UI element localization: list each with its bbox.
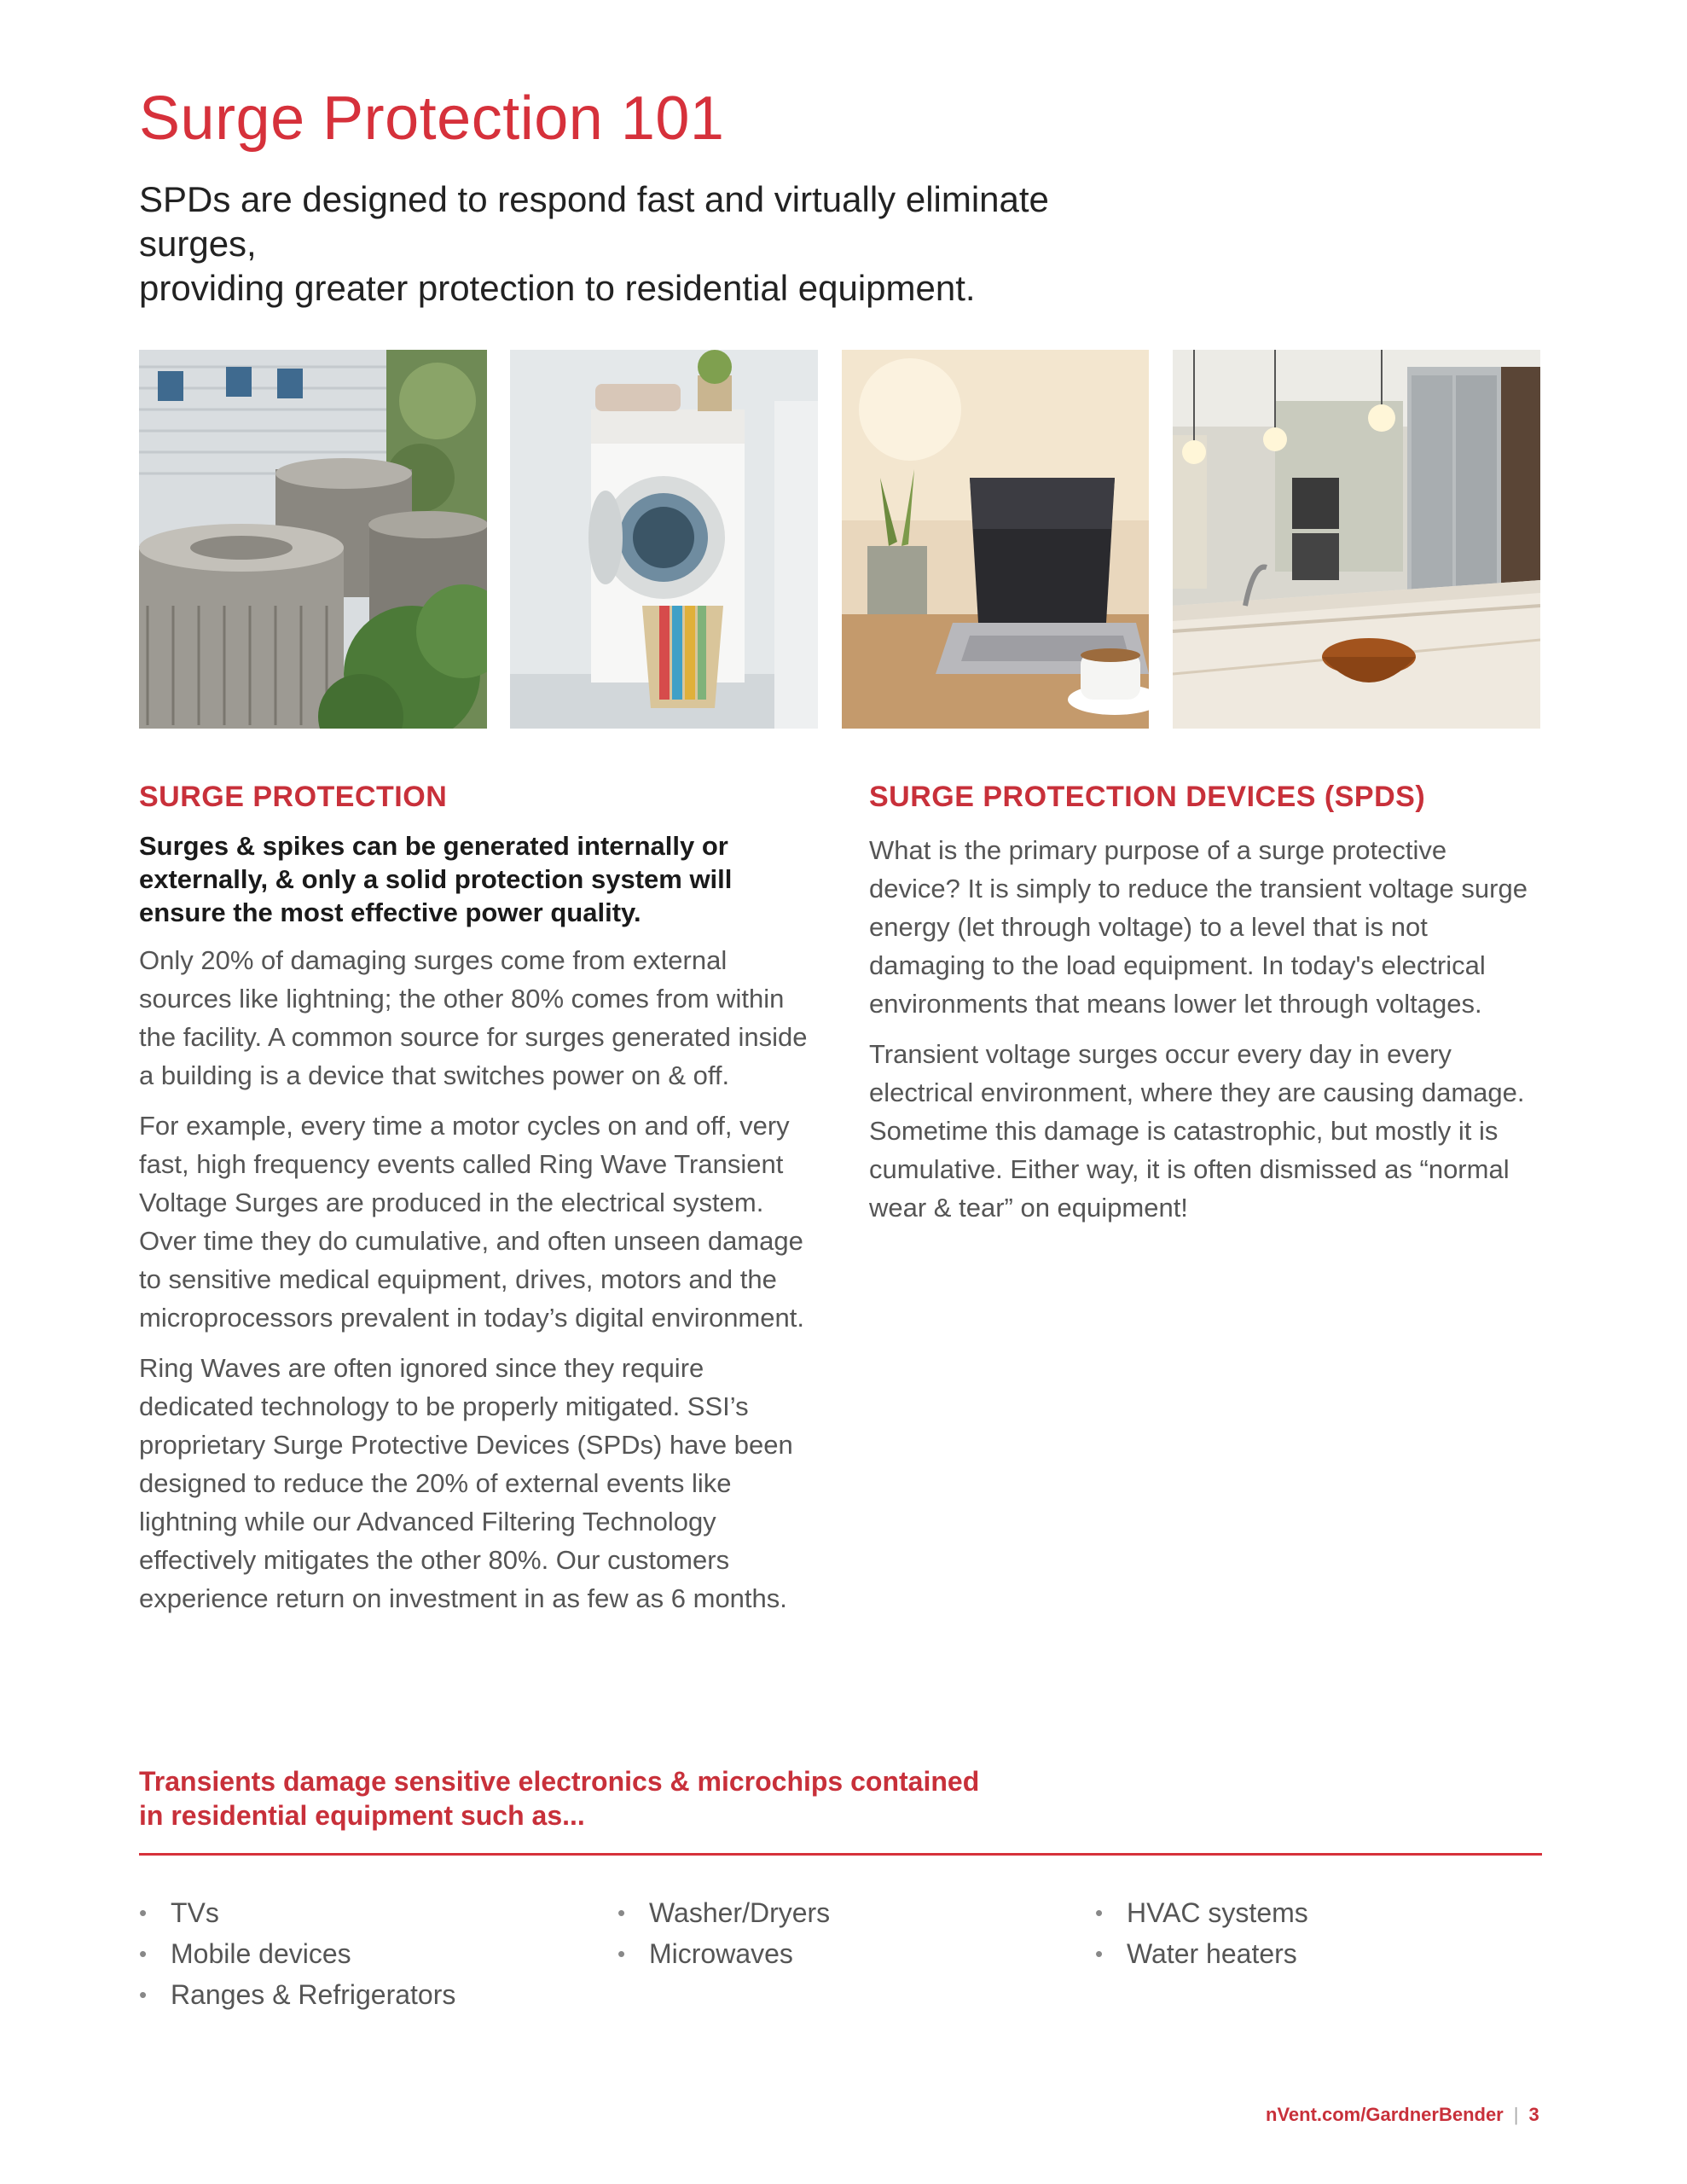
list-item: • HVAC systems [1095, 1892, 1308, 1933]
spds-section [869, 781, 1543, 1227]
equipment-list-2 [617, 1892, 830, 1974]
list-item: • Washer/Dryers [617, 1892, 830, 1933]
page-number: 3 [1528, 2104, 1539, 2125]
list-item: • Water heaters [1095, 1933, 1308, 1974]
page-footer [1266, 2104, 1539, 2126]
photo-laptop [842, 350, 1149, 729]
equipment-list-3 [1095, 1892, 1308, 1974]
section-lead: Surges & spikes can be generated internally or externally, & only a solid protection system will ensure the most effective power quality. [139, 831, 733, 927]
paragraph: Only 20% of damaging surges come from external sources like lightning; the other 80% comes from within the facility. A common source for surges generated inside a building is a device that switches power on & off. [139, 945, 808, 1090]
paragraph: For example, every time a motor cycles on and off, very fast, high frequency events called Ring Wave Transient Voltage Surges are produced in the electrical system. Over time they do cumulative, and often unseen damage to sensitive medical equipment, drives, motors and the microprocessors prevalent in today’s digital environment. [139, 1111, 804, 1333]
paragraph: Transient voltage surges occur every day in every electrical environment, where they are causing damage. Sometime this damage is catastrophic, but mostly it is cumulative. Either way, it is often dismissed as “normal wear & tear” on equipment! [869, 1039, 1525, 1223]
footer-url[interactable]: nVent.com/GardnerBender [1266, 2104, 1504, 2125]
list-item: • Mobile devices [139, 1933, 455, 1974]
photo-kitchen [1173, 350, 1540, 729]
subtitle-line-1: SPDs are designed to respond fast and virtually eliminate surges, [139, 179, 1049, 264]
callout-line-2: in residential equipment such as... [139, 1800, 585, 1831]
footer-separator: | [1513, 2104, 1519, 2125]
page-subtitle [139, 177, 1162, 311]
list-item: • Microwaves [617, 1933, 830, 1974]
photo-hvac-units [139, 350, 487, 729]
equipment-callout [139, 1764, 992, 1833]
equipment-list-1 [139, 1892, 455, 2015]
callout-line-1: Transients damage sensitive electronics & microchips contained [139, 1766, 980, 1797]
list-item: • Ranges & Refrigerators [139, 1974, 455, 2015]
surge-protection-section [139, 781, 813, 1618]
list-item: • TVs [139, 1892, 455, 1933]
page-title: Surge Protection 101 [139, 84, 725, 153]
subtitle-line-2: providing greater protection to residential equipment. [139, 268, 976, 308]
section-heading: SURGE PROTECTION DEVICES (SPDS) [869, 781, 1426, 813]
section-heading: SURGE PROTECTION [139, 781, 448, 813]
paragraph: What is the primary purpose of a surge protective device? It is simply to reduce the transient voltage surge energy (let through voltage) to a level that is not damaging to the load equipment. In today's electrical environments that means lower let through voltages. [869, 835, 1528, 1019]
photo-washing-machine [510, 350, 818, 729]
paragraph: Ring Waves are often ignored since they require dedicated technology to be properly mitigated. SSI’s proprietary Surge Protective Devices (SPDs) have been designed to reduce the 20% of external events like lightning while our Advanced Filtering Technology effectively mitigates the other 80%. Our customers experience return on investment in as few as 6 months. [139, 1353, 793, 1613]
divider [139, 1853, 1542, 1856]
